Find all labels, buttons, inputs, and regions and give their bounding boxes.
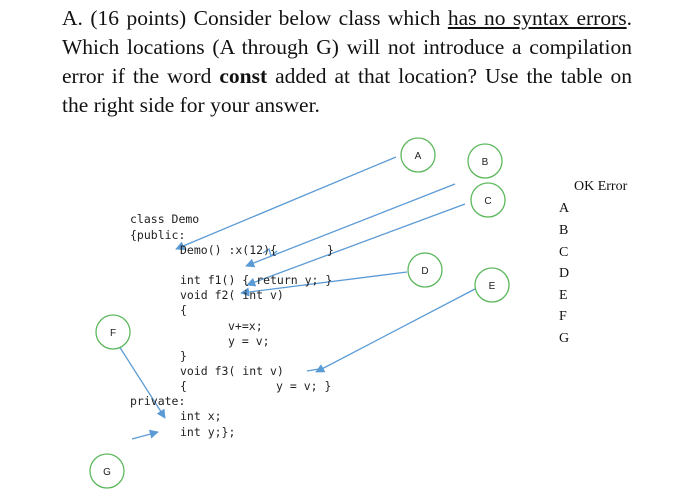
code-line: {public: — [130, 228, 186, 242]
code-line: int x; — [180, 409, 222, 423]
code-line: private: — [130, 394, 186, 408]
circle-e — [475, 268, 509, 302]
arrow-g — [132, 432, 158, 439]
code-line: void f3( int v) — [180, 364, 284, 378]
table-row-label: D — [559, 266, 570, 281]
code-line: } — [327, 243, 334, 257]
svg-text:E: E — [488, 281, 496, 292]
circle-g — [90, 454, 124, 488]
code-line: y = v; } — [276, 379, 332, 393]
location-circles — [90, 138, 509, 488]
code-line: v+=x; — [228, 319, 263, 333]
table-row-label: B — [559, 223, 569, 238]
code-line: Demo() :x(12){ — [180, 243, 277, 257]
code-line: { — [180, 303, 187, 317]
circle-d — [408, 253, 442, 287]
code-line: class Demo — [130, 212, 200, 226]
code-line: int y;}; — [180, 425, 236, 439]
code-line: void f2( int v) — [180, 288, 284, 302]
question-suffix: added at that location? Use the table on the right side for your answer. — [62, 64, 633, 117]
code-line: int f1() { return y; } — [180, 273, 333, 287]
circle-a — [401, 138, 435, 172]
table-header: OK Error — [574, 179, 628, 194]
answer-table — [559, 179, 628, 346]
svg-text:D: D — [421, 266, 429, 277]
code-line: } — [180, 349, 187, 363]
arrow-a — [176, 157, 396, 249]
svg-text:A: A — [414, 151, 422, 162]
question-prefix: A. (16 points) Consider below class which — [62, 6, 448, 30]
table-row-label: C — [559, 245, 569, 260]
svg-text:C: C — [484, 196, 492, 207]
svg-text:F: F — [109, 328, 117, 339]
table-row-label: G — [559, 331, 570, 346]
table-row-label: F — [559, 309, 567, 324]
code-line: { — [180, 379, 187, 393]
table-row-label: A — [559, 201, 570, 216]
code-listing — [130, 212, 334, 439]
table-row-label: E — [559, 288, 568, 303]
svg-text:G: G — [103, 467, 111, 478]
question-underlined: has no syntax errors — [447, 6, 627, 30]
question-keyword: const — [219, 64, 268, 88]
arrow-e — [316, 289, 475, 372]
circle-b — [468, 144, 502, 178]
code-line: y = v; — [228, 334, 270, 348]
circle-f — [96, 315, 130, 349]
svg-text:B: B — [481, 157, 489, 168]
question-middle: . Which locations (A through G) will not introduce a compilation error if the word — [62, 6, 632, 88]
circle-c — [471, 183, 505, 217]
